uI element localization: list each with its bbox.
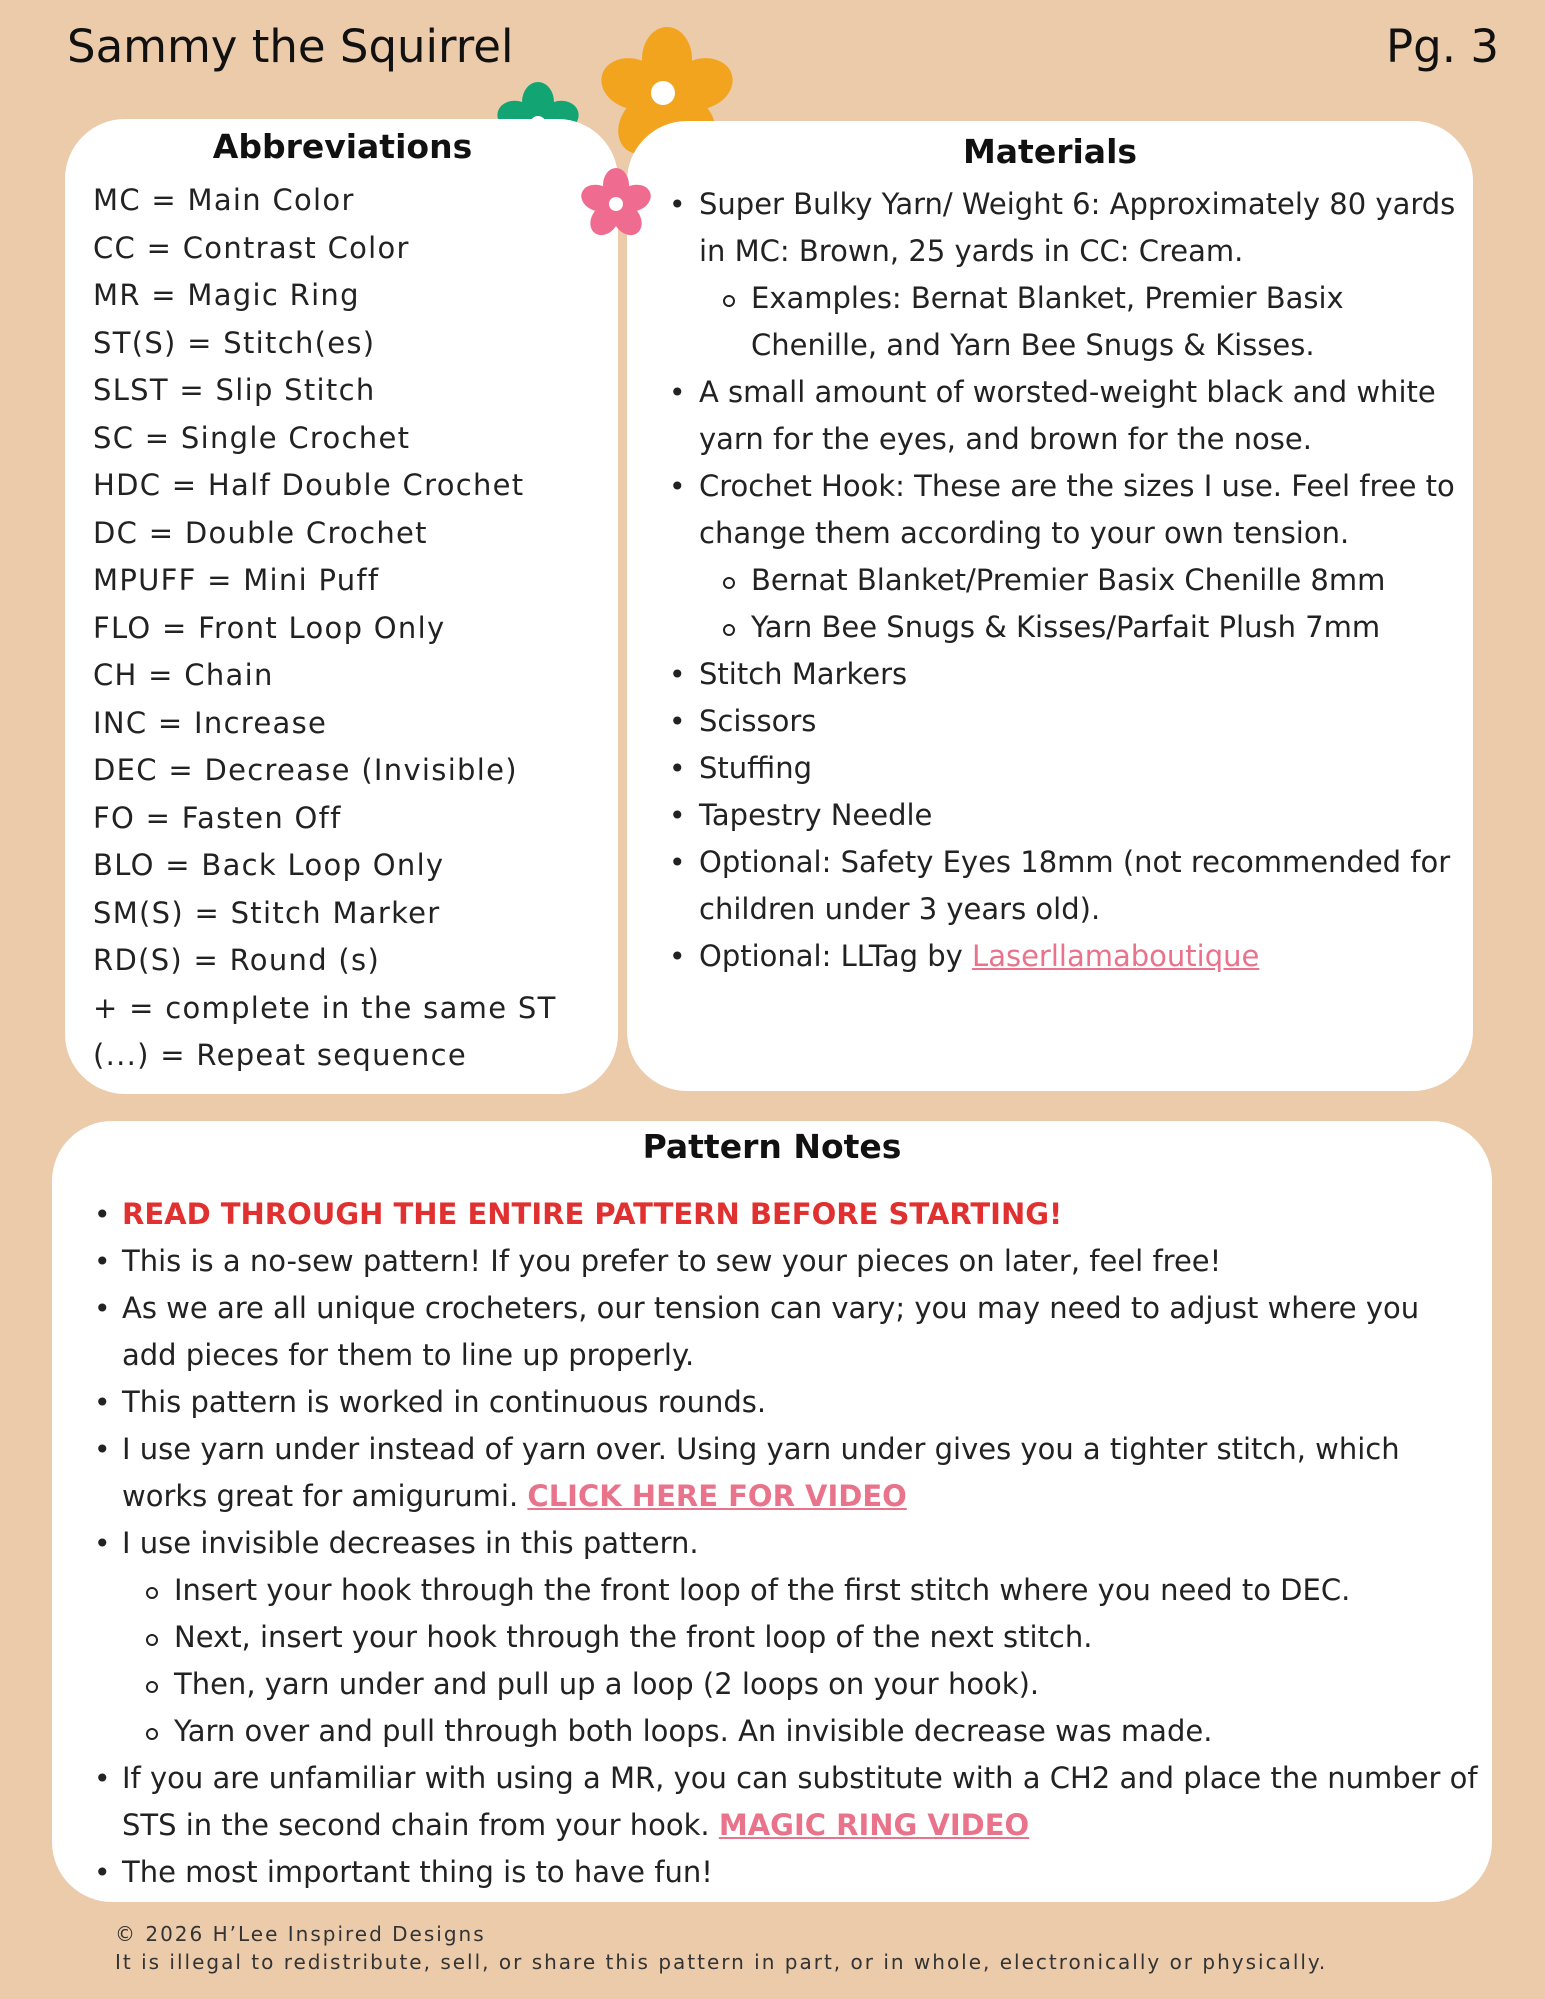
- list-item: • Stitch Markers: [699, 651, 1459, 698]
- list-item: Next, insert your hook through the front loop of the next stitch.: [174, 1614, 1482, 1661]
- abbreviations-card: [65, 119, 618, 1094]
- abbreviation-item: DEC = Decrease (Invisible): [93, 753, 518, 787]
- list-item: • A small amount of worsted-weight black and white yarn for the eyes, and brown for the nose.: [699, 369, 1459, 463]
- list-item: • This is a no-sew pattern! If you prefer to sew your pieces on later, feel free!: [122, 1238, 1482, 1285]
- pink-flower-icon: [578, 166, 654, 242]
- list-item: [122, 1755, 1482, 1849]
- abbreviation-item: INC = Increase: [93, 705, 328, 740]
- tag-text: Optional: LLTag by: [699, 939, 973, 973]
- warning-text: READ THROUGH THE ENTIRE PATTERN BEFORE STARTING!: [122, 1197, 1063, 1231]
- yarn-under-text: I use yarn under instead of yarn over. Using yarn under gives you a tighter stitch, which works great for amigurumi.: [122, 1432, 1400, 1513]
- sub-list: [699, 275, 1459, 369]
- list-item: • Scissors: [699, 698, 1459, 745]
- abbreviation-item: RD(S) = Round (s): [93, 943, 381, 977]
- list-item: [122, 1520, 1482, 1755]
- list-item: • This pattern is worked in continuous rounds.: [122, 1379, 1482, 1426]
- abbreviation-item: DC = Double Crochet: [93, 515, 428, 550]
- page-title: Sammy the Squirrel: [67, 20, 514, 73]
- copyright-text: © 2026 H’Lee Inspired Designs: [115, 1922, 486, 1946]
- list-item: [122, 1426, 1482, 1520]
- sub-list: [699, 557, 1459, 651]
- list-item: Then, yarn under and pull up a loop (2 loops on your hook).: [174, 1661, 1482, 1708]
- list-item: Bernat Blanket/Premier Basix Chenille 8mm: [751, 557, 1459, 604]
- abbreviation-item: MC = Main Color: [93, 183, 355, 217]
- page-number: Pg. 3: [1386, 20, 1499, 73]
- sub-list: [122, 1567, 1482, 1755]
- abbreviation-item: MPUFF = Mini Puff: [93, 563, 380, 597]
- materials-card: [627, 121, 1473, 1091]
- abbreviation-item: (...) = Repeat sequence: [93, 1038, 467, 1072]
- list-item: Yarn Bee Snugs & Kisses/Parfait Plush 7mm: [751, 604, 1459, 651]
- list-item: [122, 1191, 1482, 1238]
- list-item: [699, 933, 1459, 980]
- abbreviations-list: [93, 177, 557, 1080]
- materials-list: [699, 181, 1459, 980]
- abbreviation-item: SLST = Slip Stitch: [93, 373, 376, 407]
- abbreviations-heading: Abbreviations: [212, 127, 473, 166]
- list-item: Insert your hook through the front loop of the first stitch where you need to DEC.: [174, 1567, 1482, 1614]
- list-item: • Tapestry Needle: [699, 792, 1459, 839]
- hook-text: Crochet Hook: These are the sizes I use. Feel free to change them according to your own tension.: [699, 469, 1455, 550]
- list-item: • Optional: Safety Eyes 18mm (not recommended for children under 3 years old).: [699, 839, 1459, 933]
- mr-text: If you are unfamiliar with using a MR, you can substitute with a CH2 and place the number of STS in the second chain from your hook.: [122, 1761, 1478, 1842]
- abbreviation-item: + = complete in the same ST: [93, 990, 557, 1025]
- list-item: • Stuffing: [699, 745, 1459, 792]
- abbreviation-item: FO = Fasten Off: [93, 800, 342, 835]
- laserllamaboutique-link[interactable]: Laserllamaboutique: [972, 939, 1260, 973]
- abbreviation-item: SM(S) = Stitch Marker: [93, 895, 441, 930]
- abbreviation-item: HDC = Half Double Crochet: [93, 468, 525, 502]
- abbreviation-item: BLO = Back Loop Only: [93, 848, 445, 882]
- abbreviation-item: ST(S) = Stitch(es): [93, 325, 376, 360]
- abbreviation-item: SC = Single Crochet: [93, 420, 411, 455]
- abbreviation-item: MR = Magic Ring: [93, 278, 360, 312]
- list-item: Yarn over and pull through both loops. An invisible decrease was made.: [174, 1708, 1482, 1755]
- magic-ring-video-link[interactable]: MAGIC RING VIDEO: [718, 1808, 1030, 1842]
- abbreviation-item: CH = Chain: [93, 658, 274, 692]
- invisible-text: I use invisible decreases in this pattern.: [122, 1526, 699, 1560]
- list-item: • As we are all unique crocheters, our tension can vary; you may need to adjust where you add pieces for them to line up properly.: [122, 1285, 1482, 1379]
- list-item: • The most important thing is to have fun!: [122, 1849, 1482, 1896]
- yarn-text: Super Bulky Yarn/ Weight 6: Approximately 80 yards in MC: Brown, 25 yards in CC: Cream.: [699, 187, 1456, 268]
- abbreviation-item: CC = Contrast Color: [93, 230, 410, 265]
- yarn-under-video-link[interactable]: CLICK HERE FOR VIDEO: [527, 1479, 907, 1513]
- list-item: [699, 463, 1459, 651]
- abbreviation-item: FLO = Front Loop Only: [93, 610, 446, 645]
- list-item: Examples: Bernat Blanket, Premier Basix Chenille, and Yarn Bee Snugs & Kisses.: [751, 275, 1459, 369]
- pattern-notes-heading: Pattern Notes: [642, 1127, 902, 1166]
- list-item: [699, 181, 1459, 369]
- notes-list: [122, 1191, 1482, 1896]
- legal-text: It is illegal to redistribute, sell, or share this pattern in part, or in whole, electronically or physically.: [115, 1950, 1328, 1974]
- materials-heading: Materials: [962, 132, 1138, 171]
- pattern-notes-card: [52, 1121, 1492, 1902]
